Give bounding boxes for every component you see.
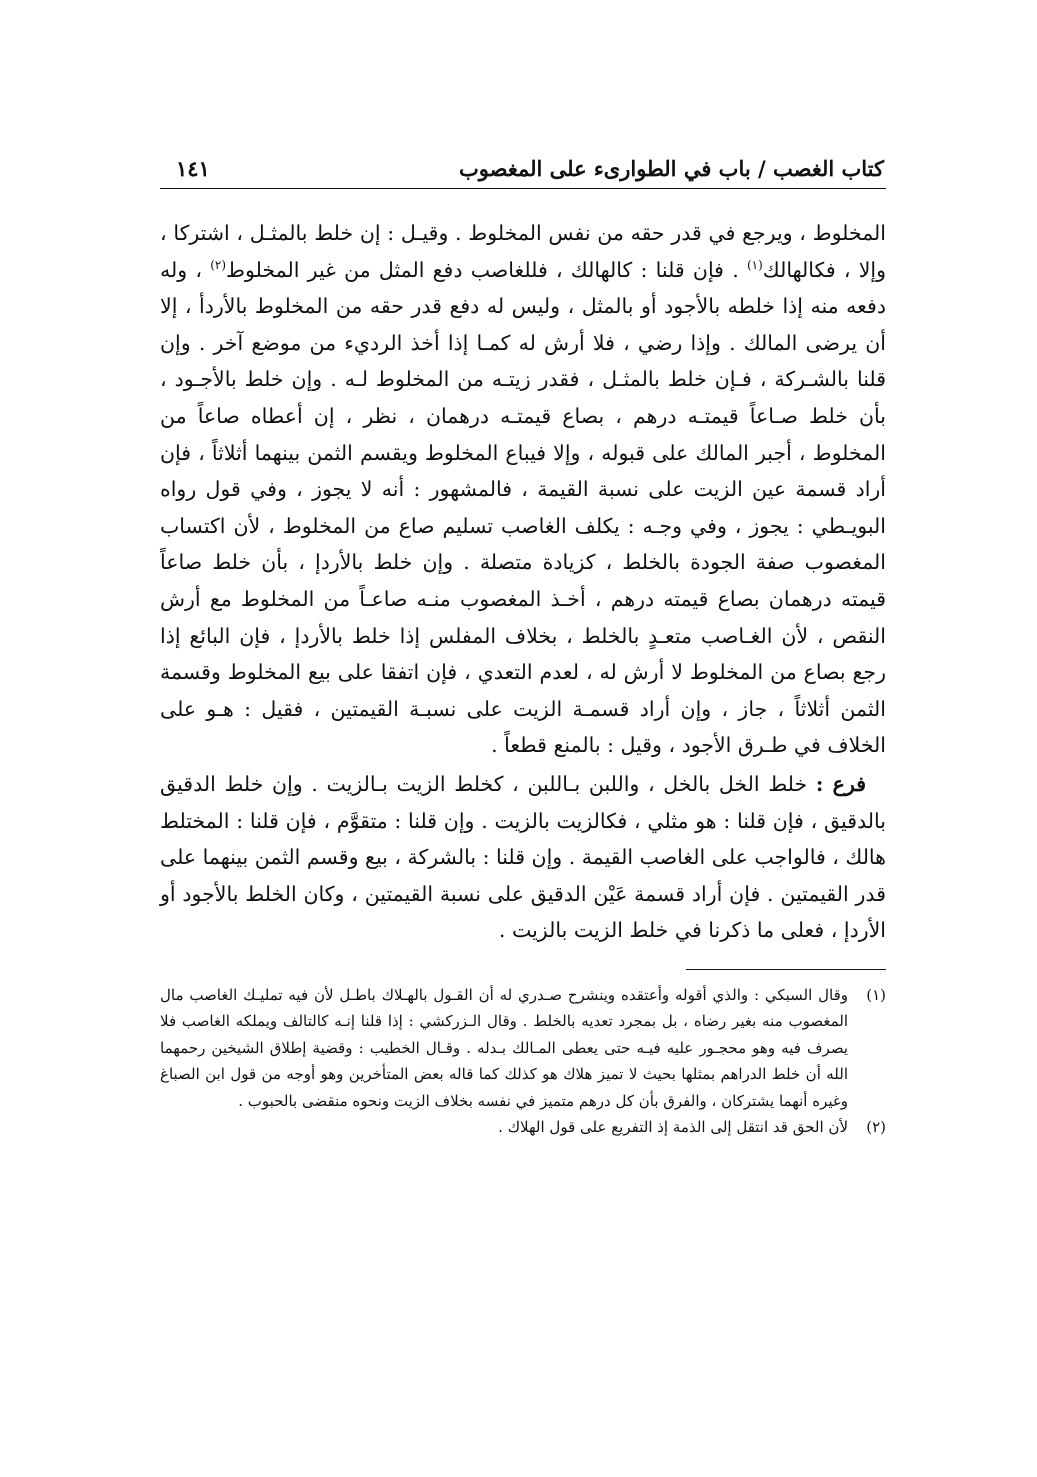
footnote-number: (٢) [866,1118,886,1137]
paragraph-1 [160,215,886,764]
paragraph-2 [160,766,886,949]
branch-heading: فرع : [815,771,867,796]
footnote-divider [686,969,886,970]
footnote-ref-1[interactable]: (١) [746,257,763,272]
main-text [160,215,886,949]
paragraph-2-text: خلط الخل بالخل ، واللبن بـاللبن ، كخلط الزيت بـالزيت . وإن خلط الدقيق بالدقيق ، فإن قلنا : هو مثلي ، فكالزيت بالزيت . وإن قلنا : متقوَّم ، فإن قلنا : المختلط هالك ، فالواجب على الغاصب القيمة . وإن قلنا : بالشركة ، بيع وقسم الثمن بينهما على قدر القيمتين . فإن أراد قسمة عَيْن الدقيق على نسبة القيمتين ، وكان الخلط بالأجود أو الأردإ ، فعلى ما ذكرنا في خلط الزيت بالزيت . [160,771,886,943]
paragraph-1-part-b: . فإن قلنا : كالهالك ، فللغاصب دفع المثل من غير المخلوط [226,257,747,282]
book-page [160,150,886,1350]
chapter-title: كتاب الغصب / باب في الطوارىء على المغصوب [458,156,884,181]
paragraph-1-part-a: المخلوط ، ويرجع في قدر حقه من نفس المخلوط . وقيـل : إن خلط بالمثـل ، اشتركا ، وإلا ، فكالهالك [160,221,886,282]
page-number: ١٤١ [176,156,210,181]
footnote-1 [160,982,886,1115]
footnote-number: (١) [866,985,886,1004]
footnotes [160,982,886,1141]
footnote-2 [160,1114,886,1141]
paragraph-1-part-c: ، وله دفعه منه إذا خلطه بالأجود أو بالمثل ، وليس له دفع قدر حقه من المخلوط بالأردأ ، إلا أن يرضى المالك . وإذا رضي ، فلا أرش له كمـا إذا أخذ الرديء من موضع آخر . وإن قلنا بالشـركة ، فـإن خلط بالمثـل ، فقدر زيتـه من المخلوط لـه . وإن خلط بالأجـود ، بأن خلط صـاعاً قيمتـه درهم ، بصاع قيمتـه درهمان ، نظر ، إن أعطاه صاعاً من المخلوط ، أجبر المالك على قبوله ، وإلا فيباع المخلوط ويقسم الثمن بينهما أثلاثاً ، فإن أراد قسمة عين الزيت على نسبة القيمة ، فالمشهور : أنه لا يجوز ، وفي قول رواه البويـطي : يجوز ، وفي وجـه : يكلف الغاصب تسليم صاع من المخلوط ، لأن اكتساب المغصوب صفة الجودة بالخلط ، كزيادة متصلة . وإن خلط بالأردإ ، بأن خلط صاعاً قيمته درهمان بصاع قيمته درهم ، أخـذ المغصوب منـه صاعـاً من المخلوط مع أرش النقص ، لأن الغـاصب متعـدٍ بالخلط ، بخلاف المفلس إذا خلط بالأردإ ، فإن البائع إذا رجع بصاع من المخلوط لا أرش له ، لعدم التعدي ، فإن اتفقا على بيع المخلوط وقسمة الثمن أثلاثاً ، جاز ، وإن أراد قسمـة الزيت على نسبـة القيمتين ، فقيل : هـو على الخلاف في طـرق الأجود ، وقيل : بالمنع قطعاً . [160,257,886,758]
running-header [160,150,886,189]
footnote-ref-2[interactable]: (٢) [210,257,227,272]
footnote-text: وقال السبكي : والذي أقوله وأعتقده وينشرح صـدري له أن القـول بالهـلاك باطـل لأن فيه تمليـك الغاصب مال المغصوب منه بغير رضاه ، بل بمجرد تعديه بالخلط . وقال الـزركشي : إذا قلنا إنـه كالتالف ويملكه الغاصب فلا يصرف فيه وهو محجـور عليه فيـه حتى يعطى المـالك بـدله . وقـال الخطيب : وقضية إطلاق الشيخين رحمهما الله أن خلط الدراهم بمثلها بحيث لا تميز هلاك هو كذلك كما قاله بعض المتأخرين وهو أوجه من قول ابن الصباغ وغيره أنهما يشتركان ، والفرق بأن كل درهم متميز في نفسه بخلاف الزيت ونحوه منقضى بالحبوب . [160,985,848,1110]
footnote-text: لأن الحق قد انتقل إلى الذمة إذ التفريع على قول الهلاك . [498,1118,848,1137]
